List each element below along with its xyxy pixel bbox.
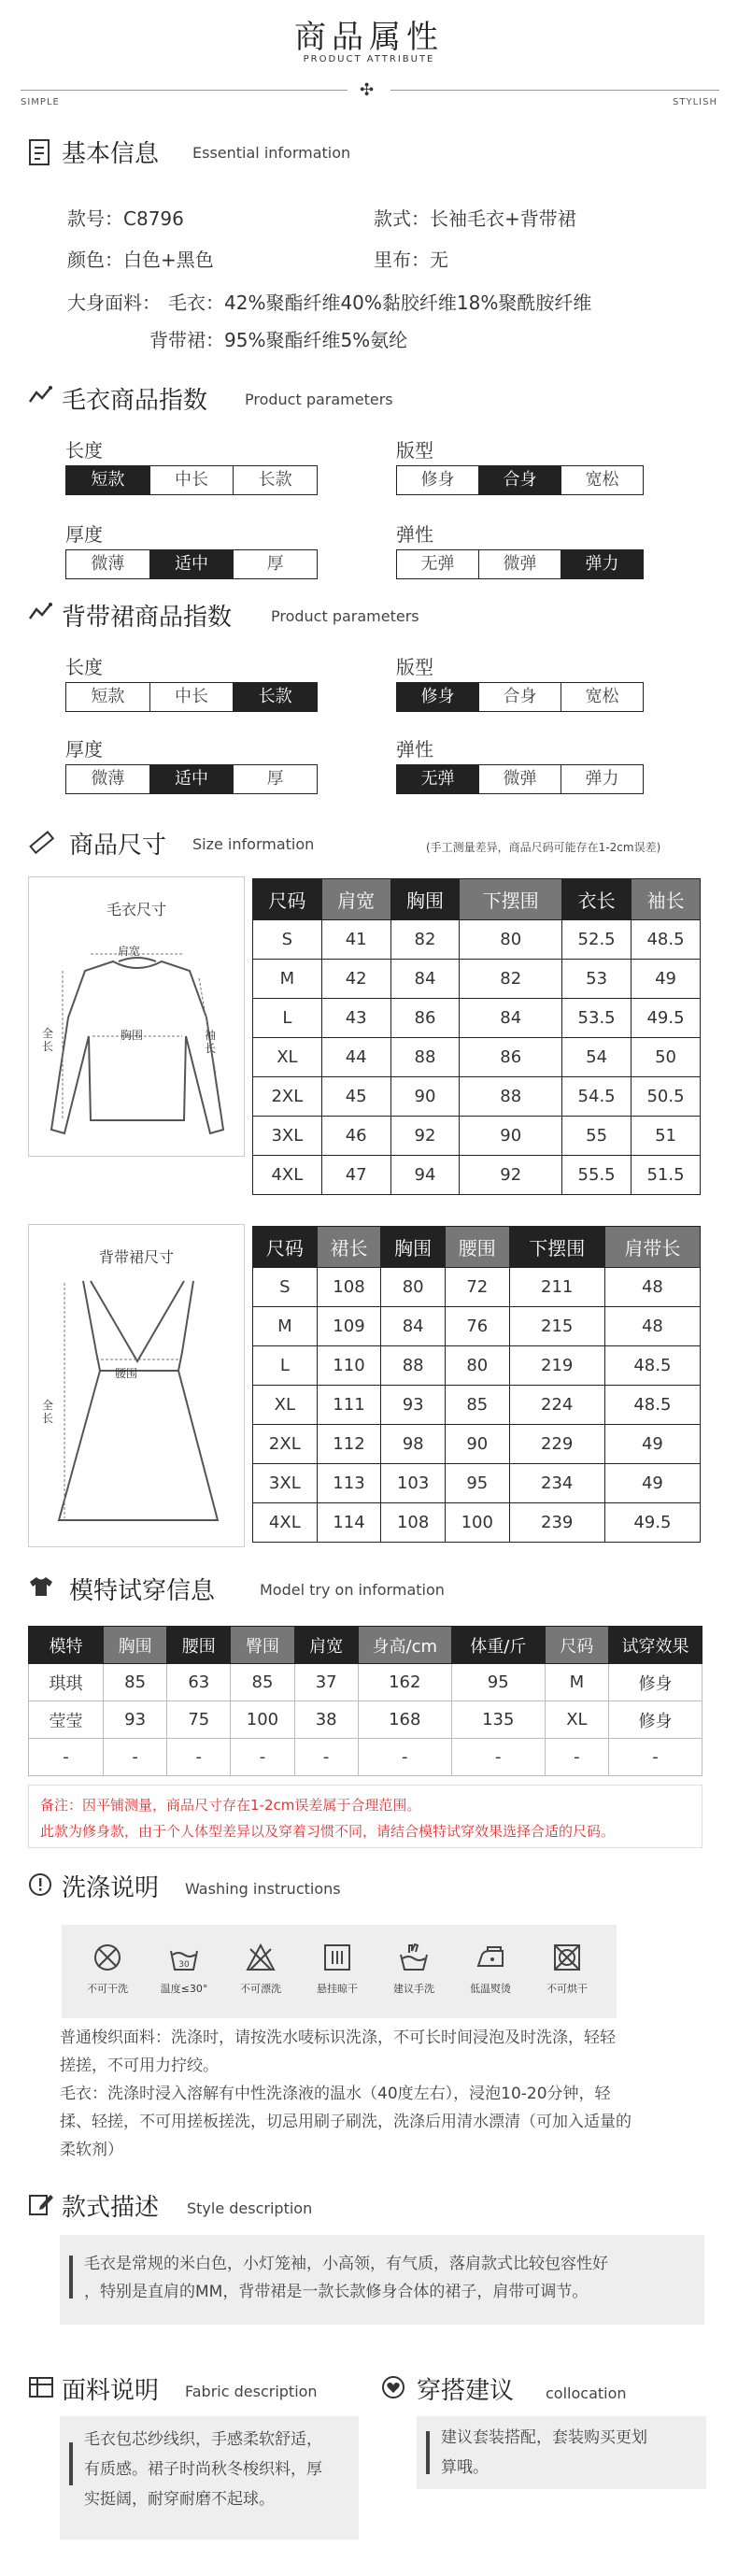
fabric-sweater: 毛衣：42%聚酯纤维40%黏胶纤维18%聚酰胺纤维 (168, 292, 592, 314)
fig-label: 袖长 (205, 1029, 217, 1055)
scale-option: 长款 (234, 683, 317, 711)
sweater-stretch-scale (396, 549, 644, 579)
document-icon (28, 138, 52, 170)
cell: 113 (317, 1464, 381, 1503)
table-row (29, 1664, 703, 1701)
no-tumble-icon (534, 1942, 600, 1996)
scale-option: 无弹 (397, 550, 479, 578)
iron-icon (458, 1942, 523, 1996)
wash-label: 低温熨烫 (470, 1983, 511, 1995)
scale-option: 短款 (66, 466, 150, 494)
param-label-length: 长度 (65, 656, 103, 678)
style-desc-box (60, 2235, 704, 2325)
scale-option: 微薄 (66, 765, 150, 793)
section-title-fabric: 面料说明 (62, 2377, 160, 2405)
cell: 168 (358, 1701, 451, 1739)
col-header: 体重/斤 (451, 1627, 545, 1664)
cell: M (253, 1307, 318, 1346)
fabric-skirt: 背带裙：95%聚酯纤维5%氨纶 (149, 329, 408, 351)
cell: 2XL (253, 1425, 318, 1464)
cell: 239 (509, 1503, 604, 1543)
scale-option: 短款 (66, 683, 150, 711)
cell: 85 (445, 1386, 509, 1425)
collocation-line: 算哦。 (441, 2458, 489, 2477)
svg-text:30: 30 (178, 1960, 190, 1970)
cell: 93 (104, 1701, 167, 1739)
cell: 162 (358, 1664, 451, 1701)
section-title-skirt-params: 背带裙商品指数 (62, 604, 233, 632)
scale-option: 弹力 (561, 550, 643, 578)
cell: 80 (381, 1268, 446, 1307)
scale-option: 合身 (479, 466, 561, 494)
wash-paragraph: 搓搓，不可用力拧绞。 (60, 2057, 219, 2075)
table-row (253, 1038, 701, 1077)
cell: 48 (604, 1268, 700, 1307)
cell: 108 (317, 1268, 381, 1307)
left-caption: SIMPLE (21, 97, 60, 107)
cell: 51.5 (632, 1156, 701, 1195)
cell: 90 (445, 1425, 509, 1464)
cell: 72 (445, 1268, 509, 1307)
cell: 修身 (609, 1664, 703, 1701)
cell: 88 (460, 1077, 562, 1117)
heart-icon (381, 2375, 405, 2403)
style-desc-line: 毛衣是常规的米白色，小灯笼袖，小高领，有气质，落肩款式比较包容性好 (84, 2255, 608, 2273)
cell: 85 (104, 1664, 167, 1701)
wash-label: 不可干洗 (87, 1983, 128, 1995)
cell: 80 (445, 1346, 509, 1386)
cell: 100 (231, 1701, 294, 1739)
cell: 98 (381, 1425, 446, 1464)
lining-value: 里布：无 (374, 249, 448, 271)
cell: 51 (632, 1117, 701, 1156)
cell: L (253, 1346, 318, 1386)
hang-dry-icon (305, 1942, 370, 1996)
cell: 54.5 (562, 1077, 632, 1117)
col-header: 下摆围 (509, 1227, 604, 1268)
cell: 103 (381, 1464, 446, 1503)
scale-option: 合身 (479, 683, 561, 711)
skirt-size-figure (28, 1224, 245, 1547)
cell: 80 (460, 920, 562, 960)
cell: 63 (167, 1664, 231, 1701)
table-row (29, 1701, 703, 1739)
cell: M (253, 960, 322, 999)
section-title-model: 模特试穿信息 (69, 1577, 216, 1605)
cell: 2XL (253, 1077, 322, 1117)
item-number: 款号：C8796 (67, 207, 184, 230)
cell: - (545, 1739, 608, 1776)
section-title-wash: 洗涤说明 (62, 1874, 160, 1902)
cell: - (609, 1739, 703, 1776)
cell: M (545, 1664, 608, 1701)
section-title-sweater-params: 毛衣商品指数 (62, 387, 208, 415)
cell: 48 (604, 1307, 700, 1346)
section-en-collocation: collocation (546, 2384, 627, 2402)
cell: 88 (390, 1038, 460, 1077)
table-row (253, 1307, 701, 1346)
cell: 219 (509, 1346, 604, 1386)
diamond-icon: ✣ (360, 80, 375, 100)
info-icon (28, 1872, 52, 1900)
skirt-thickness-scale (65, 764, 318, 794)
col-header: 腰围 (167, 1627, 231, 1664)
param-label-stretch: 弹性 (396, 738, 433, 761)
param-label-fit: 版型 (396, 656, 433, 678)
cell: - (358, 1739, 451, 1776)
cell: 112 (317, 1425, 381, 1464)
section-title-size: 商品尺寸 (69, 832, 167, 860)
water-temp-icon (151, 1942, 217, 1996)
fabric-desc-line: 有质感。裙子时尚秋冬梭织料，厚 (84, 2460, 322, 2479)
param-label-thickness: 厚度 (65, 738, 103, 761)
page-subtitle: PRODUCT ATTRIBUTE (303, 54, 435, 64)
cell: 84 (390, 960, 460, 999)
table-row (253, 1464, 701, 1503)
cell: 46 (321, 1117, 390, 1156)
cell: 42 (321, 960, 390, 999)
cell: 88 (381, 1346, 446, 1386)
accent-bar (426, 2431, 430, 2474)
cell: 108 (381, 1503, 446, 1543)
table-row (253, 1117, 701, 1156)
cell: 215 (509, 1307, 604, 1346)
trend-icon (28, 385, 54, 409)
note-line: 此款为修身款，由于个人体型差异以及穿着习惯不同，请结合模特试穿效果选择合适的尺码。 (40, 1823, 616, 1840)
fig-label: 全长 (42, 1027, 54, 1053)
scale-option: 中长 (150, 683, 234, 711)
cell: 94 (390, 1156, 460, 1195)
wash-label: 悬挂晾干 (317, 1983, 358, 1995)
cell: 109 (317, 1307, 381, 1346)
sweater-length-scale (65, 465, 318, 495)
color-value: 颜色：白色+黑色 (67, 249, 214, 271)
cell: 84 (381, 1307, 446, 1346)
skirt-fit-scale (396, 682, 644, 712)
cell: 82 (390, 920, 460, 960)
scale-option: 厚 (266, 554, 284, 574)
table-row (253, 1268, 701, 1307)
cell: 110 (317, 1346, 381, 1386)
cell: 82 (460, 960, 562, 999)
col-header: 臀围 (231, 1627, 294, 1664)
scale-option: 微薄 (66, 550, 150, 578)
cell: - (294, 1739, 358, 1776)
col-header: 尺码 (253, 1227, 318, 1268)
cell: 90 (390, 1077, 460, 1117)
fabric-desc-line: 实挺阔，耐穿耐磨不起球。 (84, 2490, 275, 2509)
cell: 75 (167, 1701, 231, 1739)
table-row (29, 1739, 703, 1776)
table-row (253, 1156, 701, 1195)
cell: 琪琪 (29, 1664, 104, 1701)
cell: XL (253, 1386, 318, 1425)
cell: 53.5 (562, 999, 632, 1038)
col-header: 腰围 (445, 1227, 509, 1268)
scale-option: 中长 (150, 466, 234, 494)
divider (390, 90, 719, 91)
col-header: 胸围 (381, 1227, 446, 1268)
fig-label: 腰围 (115, 1367, 138, 1380)
col-header: 裙长 (317, 1227, 381, 1268)
cell: 49.5 (604, 1503, 700, 1543)
section-en-wash: Washing instructions (185, 1880, 341, 1898)
cell: 95 (445, 1464, 509, 1503)
wash-label: 不可烘干 (546, 1983, 588, 1995)
fig-label: 全长 (42, 1399, 54, 1425)
cell: S (253, 920, 322, 960)
divider (21, 90, 348, 91)
cell: 44 (321, 1038, 390, 1077)
sweater-size-table (252, 878, 701, 1195)
fig-label: 胸围 (121, 1029, 144, 1042)
style-value: 款式：长袖毛衣+背带裙 (374, 207, 576, 230)
table-row (253, 1386, 701, 1425)
scale-option: 厚 (266, 769, 284, 789)
col-header: 下摆围 (460, 879, 562, 920)
cell: 229 (509, 1425, 604, 1464)
section-en-fabric: Fabric description (185, 2383, 318, 2400)
hand-wash-icon (381, 1942, 447, 1996)
accent-bar (69, 2442, 73, 2485)
cell: 47 (321, 1156, 390, 1195)
style-desc-line: ，特别是直肩的MM，背带裙是一款长款修身合体的裙子，肩带可调节。 (84, 2283, 589, 2301)
col-header: 胸围 (104, 1627, 167, 1664)
cell: 莹莹 (29, 1701, 104, 1739)
page-title: 商品属性 (294, 19, 444, 56)
scale-option: 微弹 (479, 765, 561, 793)
table-row (253, 1425, 701, 1464)
cell: 114 (317, 1503, 381, 1543)
section-title-style: 款式描述 (62, 2194, 160, 2222)
scale-option: 宽松 (585, 470, 619, 490)
skirt-diagram (38, 1277, 236, 1539)
skirt-stretch-scale (396, 764, 644, 794)
cell: 211 (509, 1268, 604, 1307)
cell: XL (253, 1038, 322, 1077)
size-note: (手工测量差异，商品尺码可能存在1-2cm误差) (426, 841, 661, 854)
scale-option: 弹力 (585, 769, 619, 789)
cell: 43 (321, 999, 390, 1038)
col-header: 尺码 (545, 1627, 608, 1664)
col-header: 身高/cm (358, 1627, 451, 1664)
cell: L (253, 999, 322, 1038)
param-label-stretch: 弹性 (396, 523, 433, 546)
trend-icon (28, 602, 54, 626)
fig-label: 肩宽 (118, 945, 141, 958)
figure-title: 背带裙尺寸 (98, 1248, 174, 1266)
fabric-icon (28, 2375, 54, 2403)
cell: 111 (317, 1386, 381, 1425)
col-header: 试穿效果 (609, 1627, 703, 1664)
cell: - (167, 1739, 231, 1776)
fabric-desc-line: 毛衣包芯纱线织，手感柔软舒适， (84, 2430, 322, 2449)
section-en-model: Model try on information (260, 1581, 445, 1599)
cell: 135 (451, 1701, 545, 1739)
skirt-length-scale (65, 682, 318, 712)
edit-icon (28, 2192, 54, 2220)
cell: 95 (451, 1664, 545, 1701)
section-en-basic: Essential information (192, 144, 351, 162)
sweater-thickness-scale (65, 549, 318, 579)
section-en-size: Size information (192, 835, 315, 853)
col-header: 尺码 (253, 879, 322, 920)
cell: 92 (460, 1156, 562, 1195)
cell: 50 (632, 1038, 701, 1077)
table-row (253, 920, 701, 960)
param-label-thickness: 厚度 (65, 523, 103, 546)
cell: 49 (632, 960, 701, 999)
note-box (28, 1785, 703, 1848)
cell: 修身 (609, 1701, 703, 1739)
cell: - (231, 1739, 294, 1776)
col-header: 胸围 (390, 879, 460, 920)
table-row (253, 1077, 701, 1117)
cell: 55.5 (562, 1156, 632, 1195)
cell: 76 (445, 1307, 509, 1346)
param-label-fit: 版型 (396, 439, 433, 462)
skirt-size-table (252, 1226, 701, 1543)
fabric-label: 大身面料： (67, 292, 161, 314)
wash-paragraph: 揉、轻搓，不可用搓板搓洗，切忌用刷子刷洗，洗涤后用清水漂清（可加入适量的 (60, 2113, 632, 2131)
cell: 234 (509, 1464, 604, 1503)
table-row (253, 1346, 701, 1386)
cell: 38 (294, 1701, 358, 1739)
cell: 45 (321, 1077, 390, 1117)
wash-paragraph: 柔软剂） (60, 2141, 123, 2159)
col-header: 肩宽 (294, 1627, 358, 1664)
cell: XL (545, 1701, 608, 1739)
no-bleach-icon (228, 1942, 293, 1996)
cell: 3XL (253, 1117, 322, 1156)
cell: 92 (390, 1117, 460, 1156)
section-en-style: Style description (187, 2199, 313, 2217)
cell: 3XL (253, 1464, 318, 1503)
col-header: 袖长 (632, 879, 701, 920)
scale-option: 修身 (397, 466, 479, 494)
model-table (28, 1626, 703, 1776)
cell: 84 (460, 999, 562, 1038)
scale-option: 修身 (397, 683, 479, 711)
collocation-box (417, 2416, 706, 2489)
cell: 48.5 (604, 1346, 700, 1386)
cell: - (451, 1739, 545, 1776)
section-title-collocation: 穿搭建议 (417, 2377, 515, 2405)
cell: 50.5 (632, 1077, 701, 1117)
sweater-fit-scale (396, 465, 644, 495)
scale-option: 适中 (150, 550, 234, 578)
section-en-sweater-params: Product parameters (245, 391, 393, 408)
cell: 85 (231, 1664, 294, 1701)
fabric-desc-box (60, 2416, 359, 2540)
wash-paragraph: 普通梭织面料：洗涤时，请按洗水唛标识洗涤，不可长时间浸泡及时洗涤，轻轻 (60, 2028, 616, 2047)
param-label-length: 长度 (65, 439, 103, 462)
cell: 93 (381, 1386, 446, 1425)
scale-option: 适中 (150, 765, 234, 793)
wash-label: 温度≤30° (160, 1983, 208, 1995)
sweater-size-figure (28, 876, 245, 1157)
cell: - (104, 1739, 167, 1776)
note-line: 备注：因平铺测量，商品尺寸存在1-2cm误差属于合理范围。 (40, 1797, 421, 1814)
wash-label: 建议手洗 (393, 1983, 434, 1995)
cell: 53 (562, 960, 632, 999)
cell: 4XL (253, 1156, 322, 1195)
cell: 37 (294, 1664, 358, 1701)
cell: 86 (460, 1038, 562, 1077)
col-header: 肩宽 (321, 879, 390, 920)
cell: 4XL (253, 1503, 318, 1543)
cell: 100 (445, 1503, 509, 1543)
cell: 49.5 (632, 999, 701, 1038)
col-header: 肩带长 (604, 1227, 700, 1268)
scale-option: 无弹 (397, 765, 479, 793)
table-row (253, 1503, 701, 1543)
cell: 55 (562, 1117, 632, 1156)
cell: S (253, 1268, 318, 1307)
accent-bar (69, 2256, 73, 2298)
scale-option: 微弹 (479, 550, 561, 578)
right-caption: STYLISH (673, 97, 717, 107)
table-row (253, 999, 701, 1038)
cell: 48.5 (604, 1386, 700, 1425)
tshirt-icon (28, 1575, 54, 1601)
cell: 52.5 (562, 920, 632, 960)
section-en-skirt-params: Product parameters (271, 607, 419, 625)
cell: 90 (460, 1117, 562, 1156)
wash-label: 不可漂洗 (240, 1983, 281, 1995)
cell: 48.5 (632, 920, 701, 960)
wash-icons-box (62, 1925, 617, 2018)
table-row (253, 960, 701, 999)
cell: 54 (562, 1038, 632, 1077)
cell: 86 (390, 999, 460, 1038)
scale-option: 长款 (258, 470, 292, 490)
scale-option: 宽松 (585, 687, 619, 706)
col-header: 模特 (29, 1627, 104, 1664)
col-header: 衣长 (562, 879, 632, 920)
cell: 224 (509, 1386, 604, 1425)
wash-paragraph: 毛衣：洗涤时浸入溶解有中性洗涤液的温水（40度左右），浸泡10-20分钟，轻 (60, 2085, 611, 2103)
figure-title: 毛衣尺寸 (106, 901, 166, 918)
ruler-icon (28, 830, 54, 860)
collocation-line: 建议套装搭配，套装购买更划 (441, 2428, 647, 2447)
cell: 41 (321, 920, 390, 960)
section-title-basic: 基本信息 (62, 140, 160, 168)
cell: 49 (604, 1425, 700, 1464)
cell: - (29, 1739, 104, 1776)
cell: 49 (604, 1464, 700, 1503)
no-wash-icon (75, 1942, 140, 1996)
